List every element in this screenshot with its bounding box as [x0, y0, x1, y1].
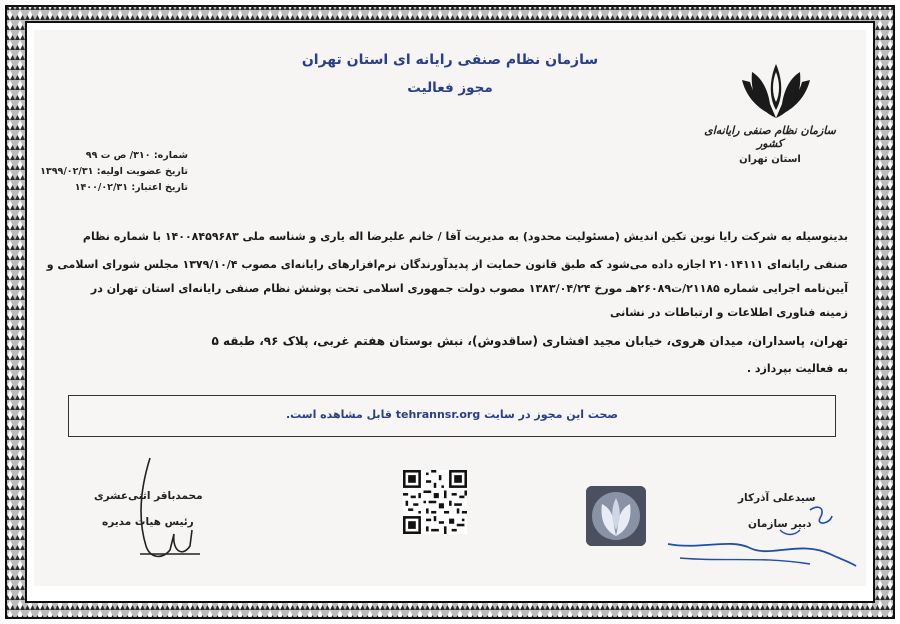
body-line-3: آیین‌نامه اجرایی شماره ۲۱۱۸۵/ت۲۶۰۸۹هـ مورخ ۱۳۸۳/۰۴/۲۴ مصوب دولت جمهوری اسلامی تحت پوشش نظام صنفی رایانه‌ای استان تهران در: [90, 282, 848, 295]
chairman-signature: [110, 450, 220, 570]
chairman-title: رئیس هیات مدیره: [102, 516, 194, 528]
logo-province: استان تهران: [739, 154, 801, 165]
permit-title: مجوز فعالیت: [407, 80, 493, 96]
secretary-name: سیدعلی آذرکار: [738, 492, 816, 504]
organization-title: سازمان نظام صنفی رایانه ای استان تهران: [301, 52, 599, 68]
chairman-name: محمدباقر اثنی‌عشری: [94, 490, 203, 502]
body-line-1: بدینوسیله به شرکت رایا نوین تکین اندیش (مسئولیت محدود) به مدیریت آقا / خانم علیرضا اله یاری و شناسه ملی ۱۴۰۰۸۴۵۹۶۸۳ با شماره نظام: [82, 230, 848, 243]
first-membership-date: تاریخ عضویت اولیه: ۱۳۹۹/۰۲/۳۱: [40, 166, 188, 177]
body-line-2: صنفی رایانه‌ای ۲۱۰۱۴۱۱۱ اجازه داده می‌شود که طبق قانون حمایت از پدیدآورندگان نرم‌افزارهای رایانه‌ای مصوب ۱۳۷۹/۱۰/۴ مجلس شورای اسلامی و: [46, 258, 848, 271]
logo-org-name: سازمان نظام صنفی رایانه‌ای کشور: [704, 124, 836, 150]
validity-date: تاریخ اعتبار: ۱۴۰۰/۰۲/۳۱: [74, 182, 188, 193]
certificate-number: شماره: ۳۱۰/ ص ت ۹۹: [85, 150, 188, 161]
hologram-seal: [586, 486, 646, 546]
body-line-6: به فعالیت بپردازد .: [746, 362, 848, 375]
address-line: تهران، پاسداران، میدان هروی، خیابان مجید افشاری (ساقدوش)، نبش بوستان هفتم غربی، پلاک ۹۶، طبقه ۵: [211, 334, 848, 348]
verification-box: [68, 395, 836, 437]
verification-text: صحت این مجوز در سایت tehrannsr.org قابل مشاهده است.: [285, 408, 619, 421]
secretary-title: دبیر سازمان: [748, 518, 812, 530]
qr-code: [403, 470, 467, 534]
secretary-signature: [660, 500, 860, 580]
tulip-emblem-icon: [736, 60, 816, 120]
body-line-4: زمینه فناوری اطلاعات و ارتباطات در نشانی: [610, 306, 848, 319]
